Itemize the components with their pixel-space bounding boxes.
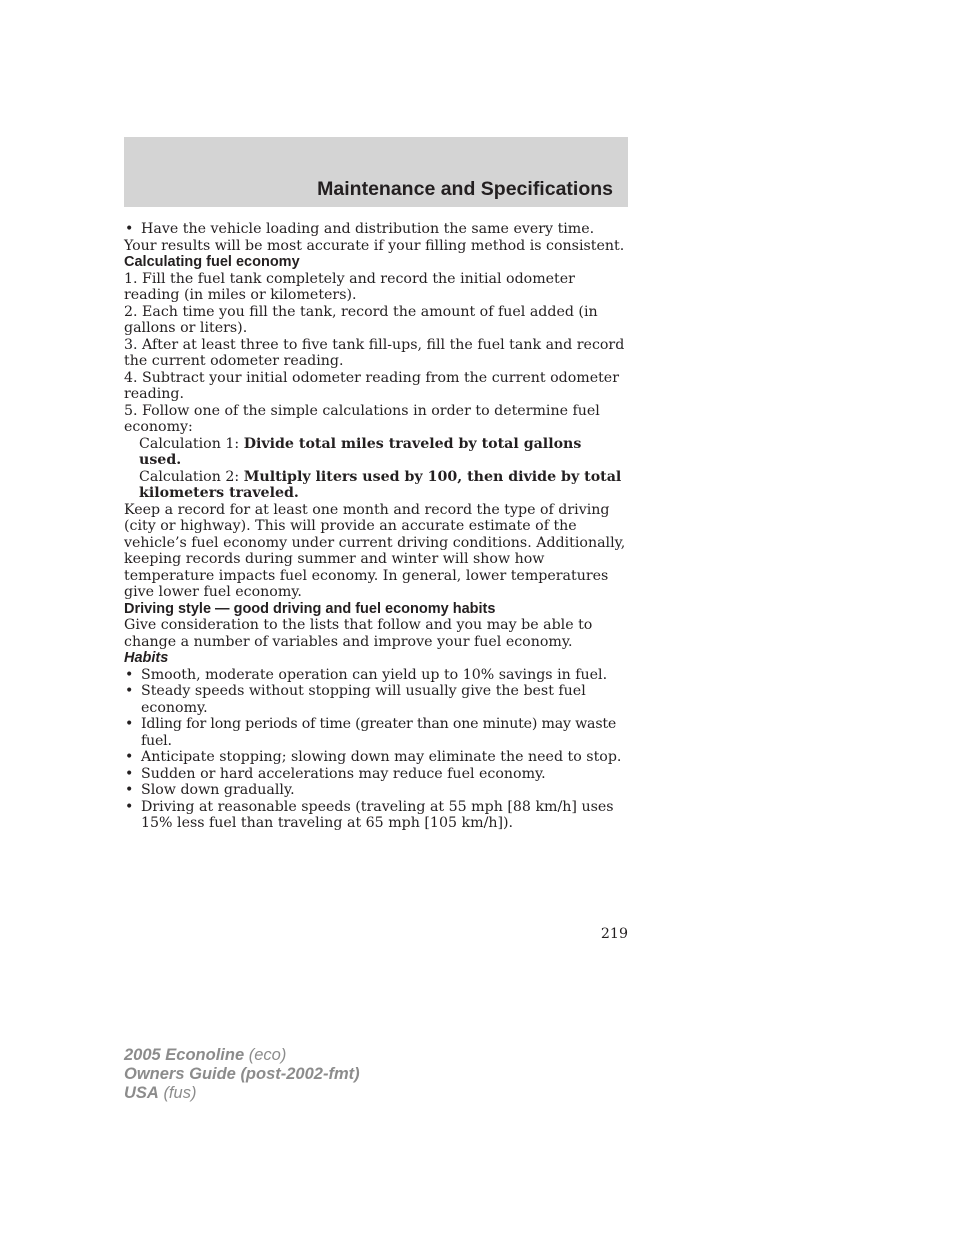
habit-item: • Sudden or hard accelerations may reduce fuel economy. <box>124 766 628 783</box>
calc-step: 4. Subtract your initial odometer reading from the current odometer reading. <box>124 369 619 402</box>
habit-item: • Anticipate stopping; slowing down may eliminate the need to stop. <box>124 749 628 766</box>
footer-model: 2005 Econoline <box>124 1046 245 1064</box>
habit-item: • Idling for long periods of time (greater than one minute) may waste fuel. <box>124 716 628 749</box>
intro-note: Your results will be most accurate if your filling method is consistent. <box>124 237 625 254</box>
footer-market-code: (fus) <box>163 1084 197 1102</box>
calc-step: 2. Each time you fill the tank, record the amount of fuel added (in gallons or liters). <box>124 303 598 336</box>
page-content <box>124 221 628 832</box>
intro-bullet: • Have the vehicle loading and distribution the same every time. <box>124 221 628 238</box>
habits-heading: Habits <box>124 650 169 666</box>
calc-step: 1. Fill the fuel tank completely and record the initial odometer reading (in miles or kilometers). <box>124 270 575 303</box>
calculating-heading: Calculating fuel economy <box>124 254 300 270</box>
section-header-band <box>124 137 628 207</box>
habit-item: • Steady speeds without stopping will usually give the best fuel economy. <box>124 683 628 716</box>
calc-step: 3. After at least three to five tank fill-ups, fill the fuel tank and record the current odometer reading. <box>124 336 625 369</box>
calculation-2-label: Calculation 2: <box>139 468 240 485</box>
footer-line-2 <box>124 1065 360 1084</box>
footer-market: USA <box>124 1084 159 1102</box>
document-footer <box>124 1046 360 1103</box>
calc-step: 5. Follow one of the simple calculations in order to determine fuel economy: <box>124 402 600 435</box>
page-number: 219 <box>600 926 628 942</box>
section-title: Maintenance and Specifications <box>317 178 613 200</box>
record-note: Keep a record for at least one month and record the type of driving (city or highway). This will provide an accurate estimate of the vehicle’s fuel economy under current driving conditions. Additionally, keeping records during summer and winter will show how temperature impacts fuel economy. In general, lower temperatures give lower fuel economy. <box>124 501 626 600</box>
footer-model-code: (eco) <box>248 1046 287 1064</box>
habit-item: • Slow down gradually. <box>124 782 628 799</box>
calculation-1 <box>124 436 628 469</box>
calculation-1-label: Calculation 1: <box>139 435 240 452</box>
habit-item: • Smooth, moderate operation can yield up to 10% savings in fuel. <box>124 667 628 684</box>
footer-line-3 <box>124 1084 360 1103</box>
footer-guide: Owners Guide (post-2002-fmt) <box>124 1065 360 1083</box>
driving-style-heading: Driving style — good driving and fuel economy habits <box>124 600 496 617</box>
calculation-2-text: Multiply liters used by 100, then divide by total kilometers traveled. <box>139 468 622 501</box>
driving-style-intro: Give consideration to the lists that follow and you may be able to change a number of variables and improve your fuel economy. <box>124 617 593 650</box>
habit-item: • Driving at reasonable speeds (traveling at 55 mph [88 km/h] uses 15% less fuel than traveling at 65 mph [105 km/h]). <box>124 799 628 832</box>
footer-line-1 <box>124 1046 360 1065</box>
calculation-2 <box>124 469 628 502</box>
calculation-1-text: Divide total miles traveled by total gallons used. <box>139 435 582 468</box>
